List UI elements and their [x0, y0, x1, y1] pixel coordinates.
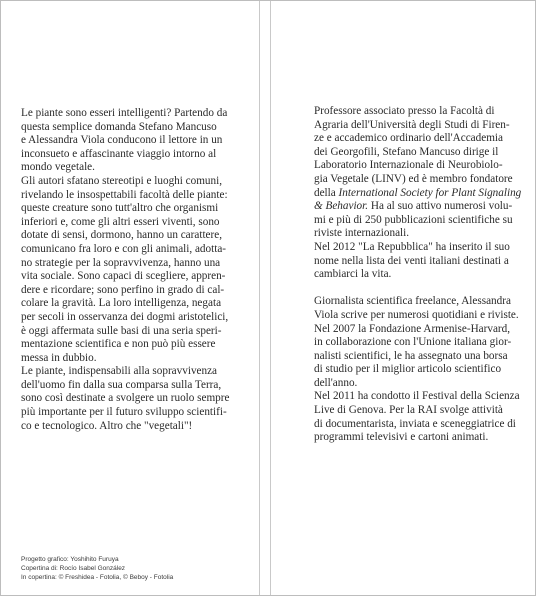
- author-bio-mancuso: [314, 105, 521, 282]
- text-line: dell'uomo fin dalla sua comparsa sulla Terra,: [21, 378, 222, 391]
- text-line: mentazione scientifica e non può più essere: [21, 338, 216, 351]
- society-name-part-1: International Society for Plant Signaling: [338, 186, 522, 199]
- design-credits: [21, 555, 173, 583]
- text-line: dere e ricordare; sono perfino in grado di cal-: [21, 283, 225, 296]
- text-line: rivelando le insospettabili facoltà delle piante:: [21, 188, 228, 201]
- paragraph-gap: [314, 282, 521, 296]
- text-line: no strategie per la sopravvivenza, hanno una: [21, 256, 221, 269]
- text-line: più importante per il futuro sviluppo scientifi-: [21, 406, 227, 419]
- credit-line: Copertina di: Rocío Isabel González: [21, 565, 126, 573]
- text-line: vita sociale. Sono capaci di scegliere, appren-: [21, 270, 226, 283]
- text-line: programmi televisivi e cartoni animati.: [314, 431, 489, 444]
- text-line: in collaborazione con l'Unione italiana gior-: [314, 336, 512, 349]
- synopsis-paragraph-2: [21, 175, 229, 365]
- text-line: Le piante sono esseri intelligenti? Partendo da: [21, 107, 228, 119]
- text-line: di documentarista, inviata e sceneggiatrice di: [314, 417, 516, 430]
- synopsis-paragraph-3: [21, 365, 229, 433]
- text-line: messa in dubbio.: [21, 351, 97, 364]
- text-line: Professore associato presso la Facoltà di: [314, 105, 495, 117]
- text-line: inferiori e, come gli altri esseri viventi, sono: [21, 215, 220, 228]
- text-line: questa semplice domanda Stefano Mancuso: [21, 120, 217, 133]
- text-line: Le piante, indispensabili alla sopravvivenza: [21, 365, 218, 378]
- text-line: cambiarci la vita.: [314, 268, 392, 281]
- text-line: dotate di sensi, dormono, hanno un carattere,: [21, 229, 223, 242]
- text-line: nome nella lista dei venti italiani destinati a: [314, 254, 509, 267]
- text-line: mi e più di 250 pubblicazioni scientifiche su: [314, 213, 513, 226]
- text-line: e Alessandra Viola conducono il lettore in un: [21, 134, 223, 147]
- left-flap-text: [21, 107, 229, 433]
- text-line: [314, 187, 521, 201]
- society-suffix: Ha al suo attivo numerosi volu-: [368, 200, 513, 213]
- text-line: [314, 200, 521, 214]
- text-line: comunicano fra loro e con gli animali, adotta-: [21, 242, 227, 255]
- text-line: è oggi affermata sulle basi di una seria speri-: [21, 324, 222, 337]
- fold-line-left: [259, 1, 260, 595]
- text-line: colare la gravità. La loro intelligenza, negata: [21, 297, 222, 310]
- fold-line-right: [270, 1, 271, 595]
- text-line: gia Vegetale (LINV) ed è membro fondatore: [314, 172, 513, 185]
- text-line: Nel 2011 ha condotto il Festival della Scienza: [314, 390, 520, 403]
- text-line: sono così destinate a svolgere un ruolo sempre: [21, 392, 230, 405]
- text-line: Agraria dell'Università degli Studi di Firen-: [314, 118, 510, 131]
- text-line: co e tecnologico. Altro che "vegetali"!: [21, 419, 193, 432]
- text-line: Nel 2007 la Fondazione Armenise-Harvard,: [314, 322, 511, 335]
- author-bio-viola: [314, 295, 521, 445]
- text-line: inconsueto e affascinante viaggio intorno al: [21, 147, 217, 160]
- synopsis-paragraph-1: [21, 107, 229, 175]
- text-line: nalisti scientifici, le ha assegnato una borsa: [314, 349, 508, 362]
- text-line: Nel 2012 "La Repubblica" ha inserito il suo: [314, 240, 510, 253]
- text-line: Laboratorio Internazionale di Neurobiolo-: [314, 159, 503, 172]
- text-line: Gli autori sfatano stereotipi e luoghi comuni,: [21, 174, 223, 187]
- right-flap-text: [314, 105, 521, 445]
- text-line: Giornalista scientifica freelance, Alessandra: [314, 295, 511, 308]
- text-line: ze e accademico ordinario dell'Accademia: [314, 132, 503, 145]
- text-line: riviste internazionali.: [314, 227, 410, 240]
- society-name-part-2: & Behavior.: [314, 200, 369, 213]
- text-line: dei Georgofili, Stefano Mancuso dirige il: [314, 145, 499, 158]
- text-line: mondo vegetale.: [21, 161, 95, 174]
- text-line: dell'anno.: [314, 376, 358, 389]
- text-line: per secoli in osservanza dei dogmi aristotelici,: [21, 310, 229, 323]
- credit-line: Progetto grafico: Yoshihito Furuya: [21, 556, 119, 563]
- text-line: queste creature sono tutt'altro che organismi: [21, 202, 219, 215]
- text-line: di studio per il miglior articolo scientifico: [314, 363, 502, 376]
- credit-line: In copertina: © Freshidea - Fotolia, © Beboy - Fotolia: [21, 574, 174, 582]
- society-prefix: della: [314, 186, 339, 199]
- text-line: Viola scrive per numerosi quotidiani e riviste.: [314, 308, 519, 321]
- text-line: Live di Genova. Per la RAI svolge attività: [314, 404, 503, 417]
